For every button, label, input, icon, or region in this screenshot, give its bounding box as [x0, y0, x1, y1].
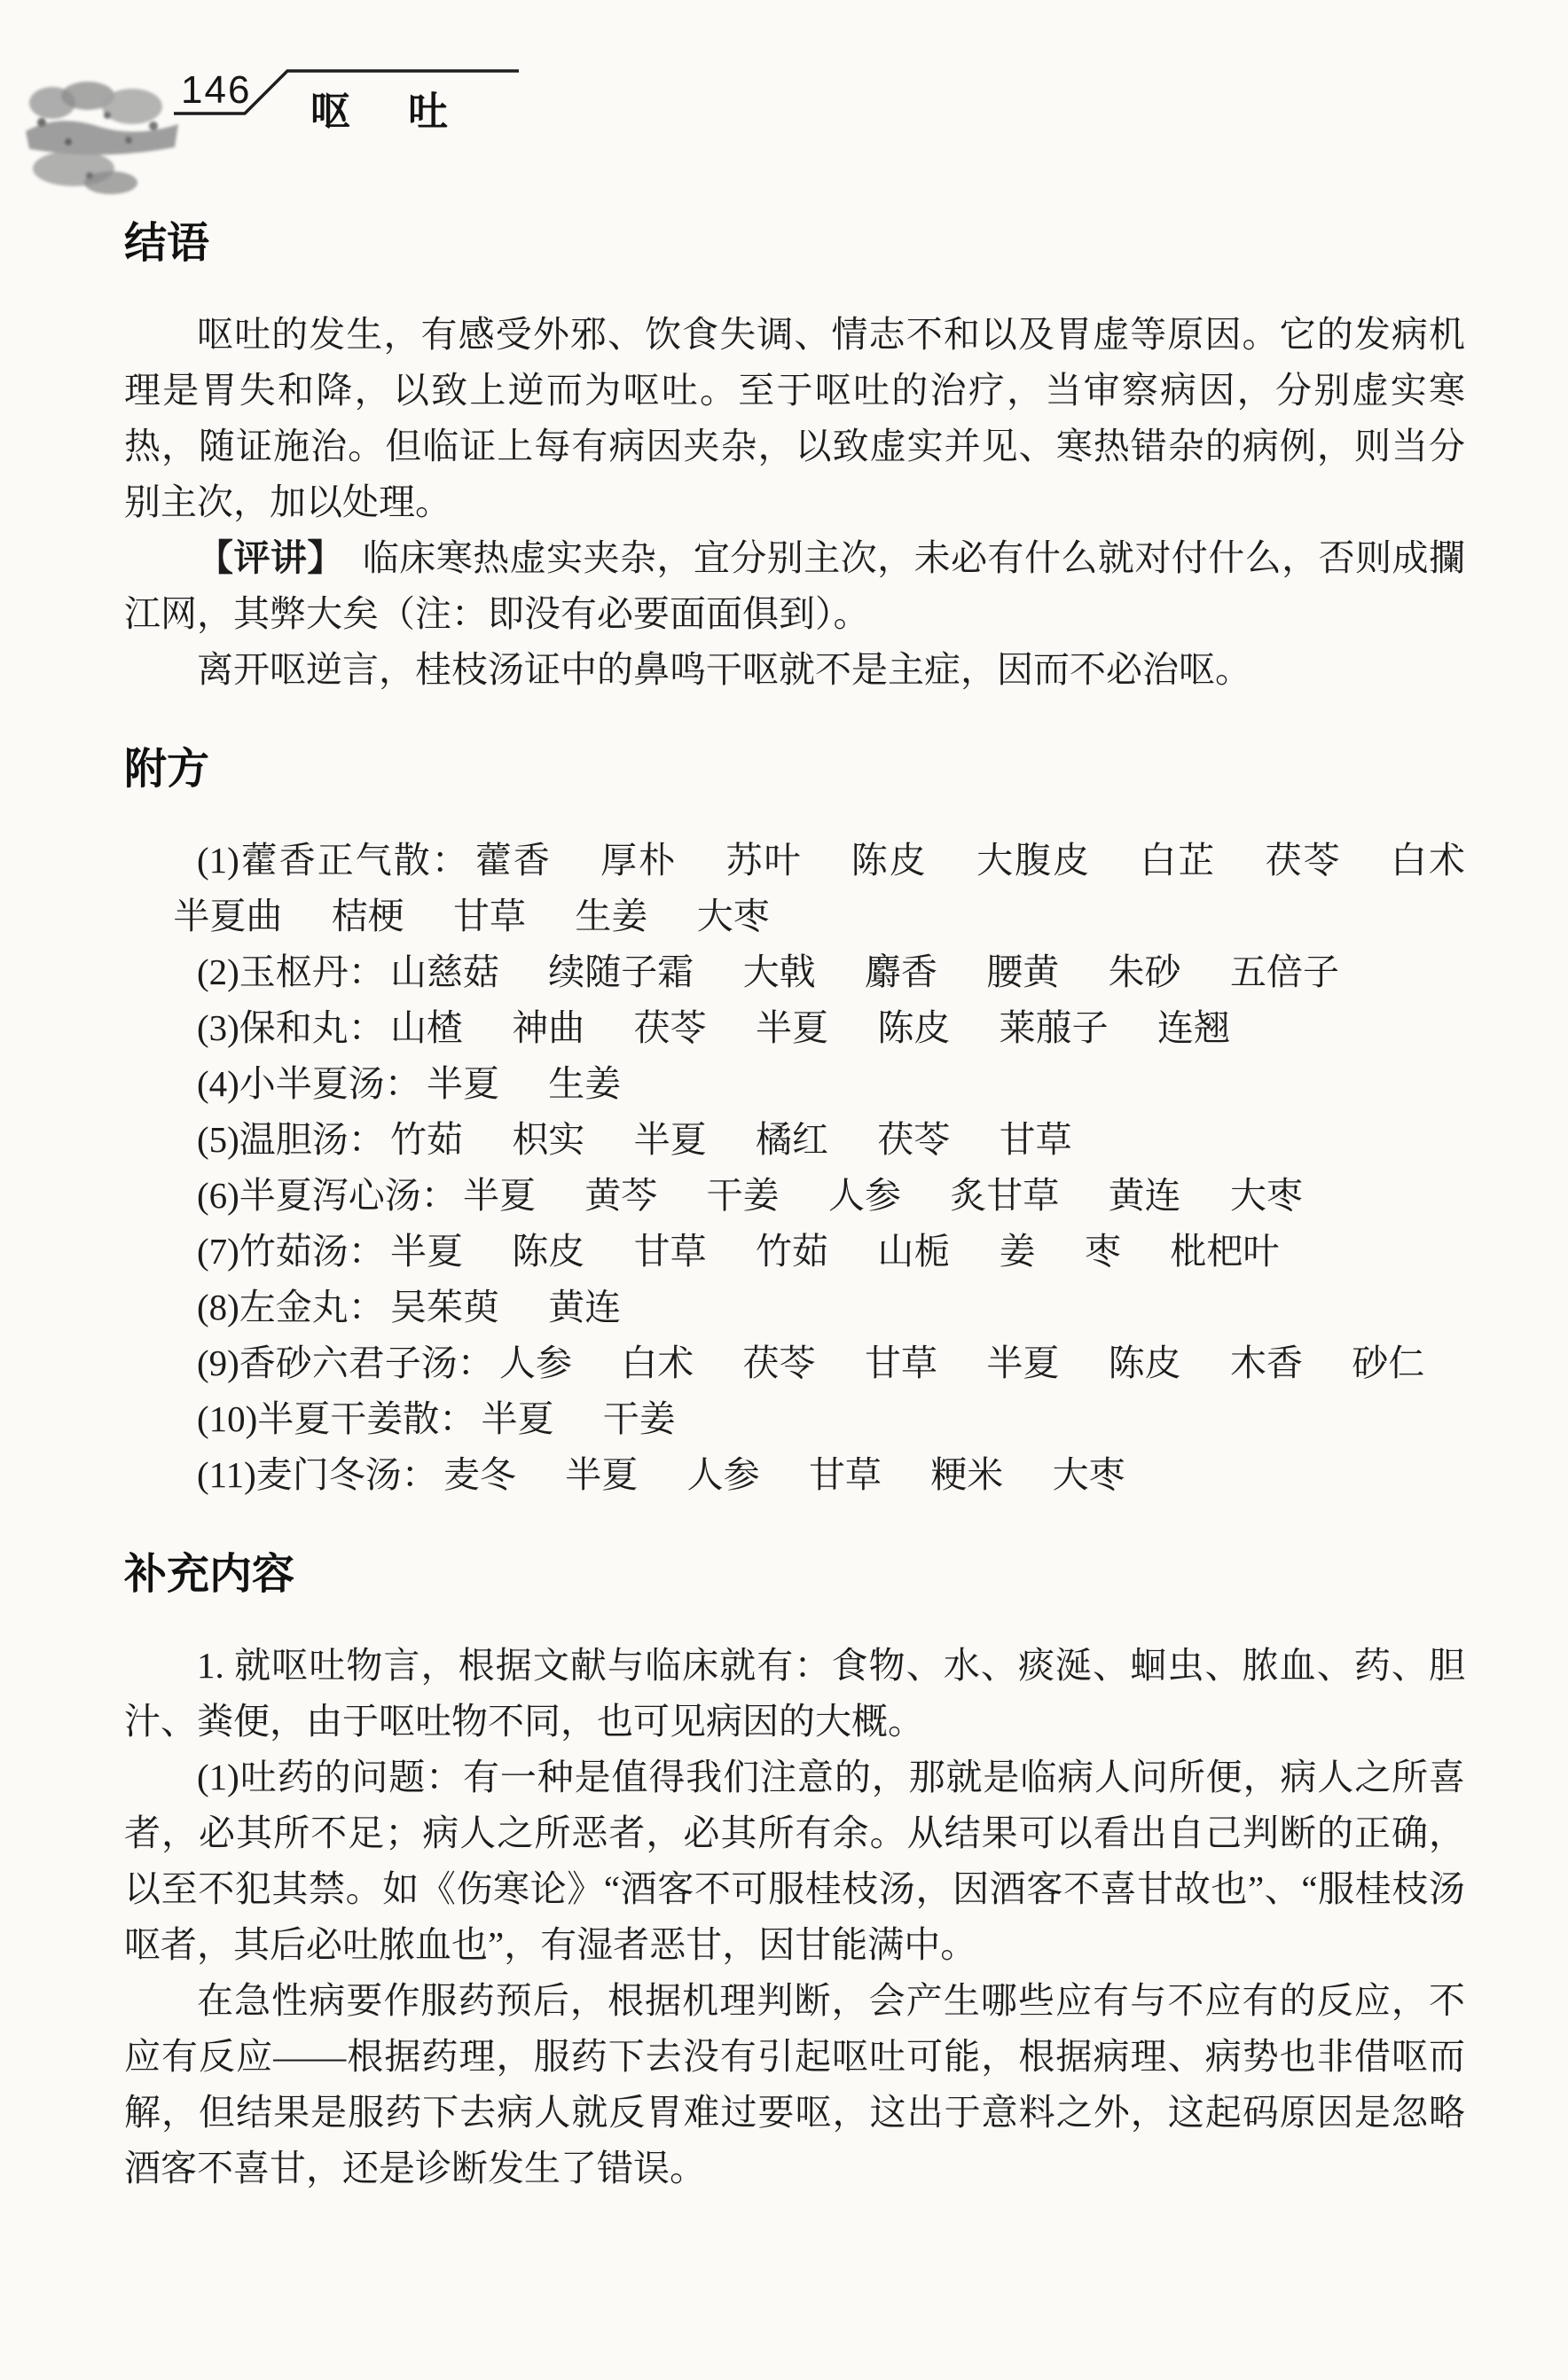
formula-name: (3)保和丸：: [197, 1007, 385, 1048]
herb: 粳米: [930, 1454, 1004, 1495]
herb: 半夏: [986, 1343, 1060, 1383]
herb: 陈皮: [512, 1231, 585, 1272]
herb: 朱砂: [1108, 951, 1181, 992]
herb: 白术: [621, 1343, 694, 1383]
page-number: 146: [181, 68, 252, 112]
herb: 莱菔子: [999, 1007, 1109, 1048]
formula-name: (10)半夏干姜散：: [197, 1398, 476, 1439]
page-content: [124, 177, 1465, 2196]
herb: 麦冬: [443, 1454, 516, 1495]
herb: 山楂: [389, 1007, 463, 1048]
herb: 甘草: [864, 1343, 937, 1383]
commentary-paragraph: [124, 530, 1465, 642]
herb: 吴茱萸: [389, 1287, 499, 1327]
herb: 半夏: [462, 1175, 536, 1216]
herb: 茯苓: [742, 1343, 816, 1383]
herb: 麝香: [864, 951, 937, 992]
herb: 半夏: [426, 1063, 499, 1104]
herb: 神曲: [512, 1007, 585, 1048]
herb: 半夏曲: [173, 896, 283, 936]
herb: 陈皮: [851, 840, 928, 881]
formula-item: [124, 833, 1465, 944]
formula-name: (4)小半夏汤：: [197, 1063, 421, 1104]
section-heading-appendix: 附方: [124, 746, 210, 793]
herb: 续随子霜: [548, 951, 694, 992]
formula-item: [124, 1112, 1465, 1168]
herb: 半夏: [755, 1007, 828, 1048]
formula-name: (1)藿香正气散：: [197, 840, 470, 881]
herb: 茯苓: [1265, 840, 1342, 881]
herb: 木香: [1230, 1343, 1304, 1383]
herb: 茯苓: [633, 1007, 707, 1048]
herb: 竹茹: [389, 1119, 463, 1160]
herb: 甘草: [999, 1119, 1072, 1160]
herb: 竹茹: [755, 1231, 828, 1272]
supplement-paragraph-2: (1)吐药的问题：有一种是值得我们注意的，那就是临病人问所便，病人之所喜者，必其所不足；病人之所恶者，必其所有余。从结果可以看出自己判断的正确，以至不犯其禁。如《伤寒论》“酒客不可服桂枝汤，因酒客不喜甘故也”、“服桂枝汤呕者，其后必吐脓血也”，有湿者恶甘，因甘能满中。: [124, 1757, 1465, 1965]
herb: 生姜: [548, 1063, 622, 1104]
herb: 苏叶: [725, 840, 803, 881]
formula-name: (5)温胆汤：: [197, 1119, 385, 1160]
section-heading-supplement: 补充内容: [124, 1551, 295, 1598]
formula-item: [124, 1168, 1465, 1224]
formula-name: (11)麦门冬汤：: [197, 1454, 438, 1495]
herb: 白芷: [1140, 840, 1217, 881]
herb: 甘草: [633, 1231, 707, 1272]
herb: 甘草: [808, 1454, 882, 1495]
herb: 砂仁: [1352, 1343, 1425, 1383]
herb: 人参: [498, 1343, 572, 1383]
herb: 五倍子: [1230, 951, 1340, 992]
section-heading-conclusion: 结语: [124, 220, 210, 267]
herb: 大戟: [742, 951, 816, 992]
herb: 厚朴: [600, 840, 678, 881]
herb: 藿香: [474, 840, 552, 881]
herb: 半夏: [481, 1398, 554, 1439]
herb: 大枣: [1230, 1175, 1304, 1216]
herb: 山栀: [877, 1231, 951, 1272]
herb: 连翘: [1157, 1007, 1231, 1048]
formula-name: (7)竹茹汤：: [197, 1231, 385, 1272]
formula-name: (2)玉枢丹：: [197, 951, 385, 992]
herb: 干姜: [706, 1175, 780, 1216]
herb: 枣: [1085, 1231, 1122, 1272]
herb: 黄芩: [584, 1175, 658, 1216]
herb: 腰黄: [986, 951, 1060, 992]
supplement-paragraph-3: 在急性病要作服药预后，根据机理判断，会产生哪些应有与不应有的反应，不应有反应——根据药理，服药下去没有引起呕吐可能，根据病理、病势也非借呕而解，但结果是服药下去病人就反胃难过要呕，这出于意料之外，这起码原因是忽略酒客不喜甘，还是诊断发生了错误。: [124, 1980, 1465, 2188]
herb: 枇杷叶: [1170, 1231, 1280, 1272]
herb: 桔梗: [331, 896, 404, 936]
herb: 黄连: [1108, 1175, 1181, 1216]
herb: 姜: [999, 1231, 1036, 1272]
formula-item: [124, 1280, 1465, 1335]
herb: 茯苓: [877, 1119, 951, 1160]
herb: 半夏: [565, 1454, 639, 1495]
herb: 生姜: [575, 896, 648, 936]
herb: 白术: [1391, 840, 1465, 881]
herb: 人参: [827, 1175, 901, 1216]
herb: 炙甘草: [950, 1175, 1060, 1216]
conclusion-paragraph-1: 呕吐的发生，有感受外邪、饮食失调、情志不和以及胃虚等原因。它的发病机理是胃失和降，以致上逆而为呕吐。至于呕吐的治疗，当审察病因，分别虚实寒热，随证施治。但临证上每有病因夹杂，以致虚实并见、寒热错杂的病例，则当分别主次，加以处理。: [124, 314, 1465, 522]
herb: 橘红: [755, 1119, 828, 1160]
herb: 陈皮: [1108, 1343, 1181, 1383]
herb: 人参: [686, 1454, 760, 1495]
formula-name: (6)半夏泻心汤：: [197, 1175, 458, 1216]
header-rule: [0, 0, 1568, 186]
commentary-tag: 【评讲】: [197, 537, 326, 578]
herb: 大枣: [1052, 1454, 1125, 1495]
herb: 干姜: [602, 1398, 676, 1439]
formula-item: [124, 1056, 1465, 1112]
formula-list: [124, 833, 1465, 1503]
formula-name: (8)左金丸：: [197, 1287, 385, 1327]
herb: 陈皮: [877, 1007, 951, 1048]
formula-item: [124, 1000, 1465, 1056]
herb: 枳实: [512, 1119, 585, 1160]
formula-item: [124, 1391, 1465, 1447]
page-header: [0, 0, 1568, 186]
herb: 黄连: [548, 1287, 622, 1327]
formula-item: [124, 1224, 1465, 1280]
formula-item: [124, 1335, 1465, 1391]
conclusion-paragraph-3: 离开呕逆言，桂枝汤证中的鼻鸣干呕就不是主症，因而不必治呕。: [197, 649, 1251, 690]
herb: 半夏: [389, 1231, 463, 1272]
formula-item: [124, 944, 1465, 1000]
commentary-text: 临床寒热虚实夹杂，宜分别主次，未必有什么就对付什么，否则成攔江网，其弊大矣（注：即没有必要面面俱到）。: [124, 537, 1466, 634]
herb: 山慈菇: [389, 951, 499, 992]
herb: 半夏: [633, 1119, 707, 1160]
formula-item: [124, 1447, 1465, 1503]
herb: 大腹皮: [976, 840, 1092, 881]
running-title: 呕 吐: [310, 90, 458, 134]
supplement-paragraph-1: 1. 就呕吐物言，根据文献与临床就有：食物、水、痰涎、蛔虫、脓血、药、胆汁、粪便，由于呕吐物不同，也可见病因的大概。: [124, 1645, 1465, 1742]
formula-name: (9)香砂六君子汤：: [197, 1343, 494, 1383]
herb: 大枣: [696, 896, 770, 936]
herb: 甘草: [453, 896, 527, 936]
